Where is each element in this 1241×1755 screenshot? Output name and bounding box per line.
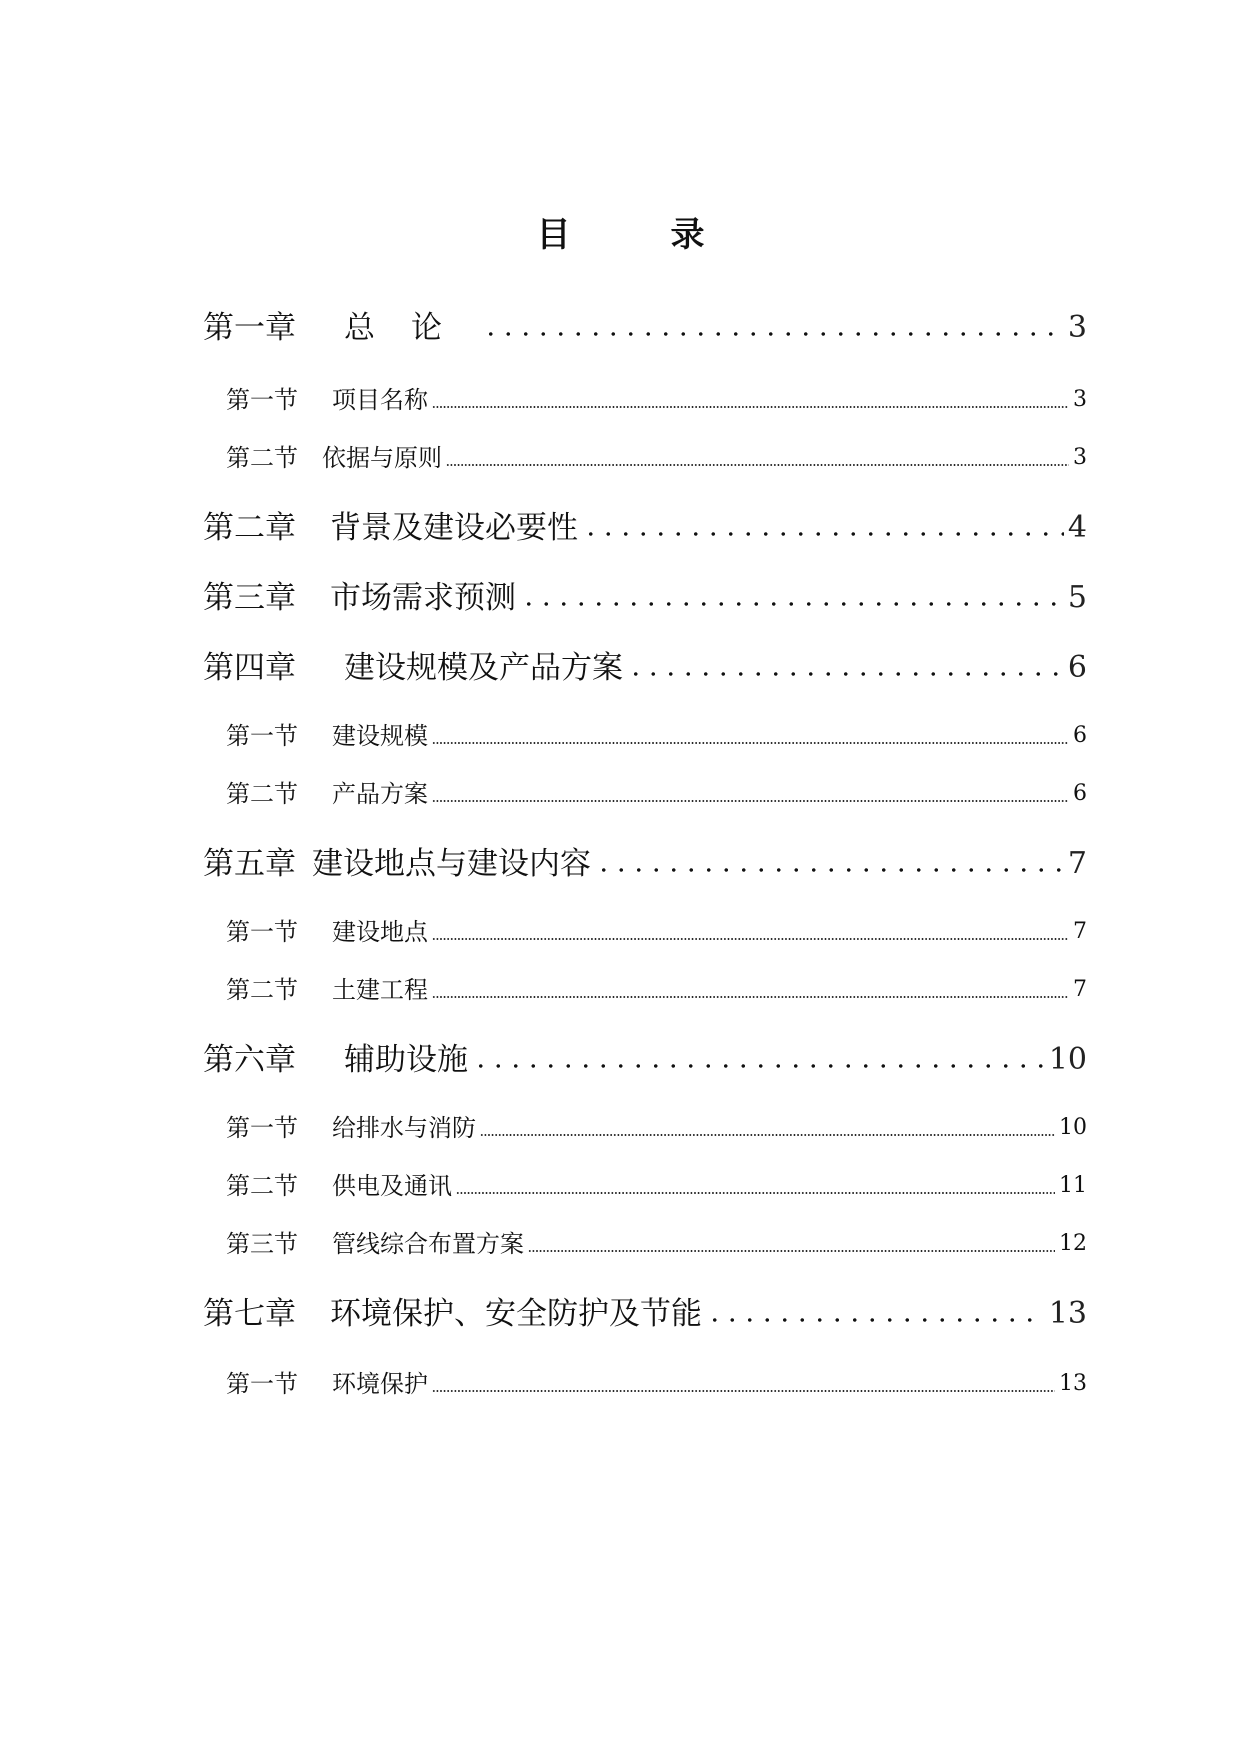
page-number: 7 <box>1067 846 1087 881</box>
chapter-number: 第二章 <box>203 510 296 546</box>
dot-leader <box>432 405 1069 409</box>
toc-entry-label <box>203 846 591 882</box>
toc-chapter-entry[interactable] <box>203 650 1087 686</box>
chapter-title: 建设地点与建设内容 <box>312 846 591 882</box>
section-number: 第一节 <box>226 386 298 414</box>
section-number: 第一节 <box>226 722 298 750</box>
page-number: 6 <box>1073 723 1087 748</box>
chapter-title: 建设规模及产品方案 <box>344 650 623 686</box>
toc-chapter-entry[interactable] <box>203 580 1087 616</box>
page-number: 7 <box>1073 977 1087 1002</box>
page-number: 12 <box>1059 1231 1087 1256</box>
toc-section-entry[interactable] <box>226 722 1087 750</box>
toc-entry-label <box>203 310 478 346</box>
page-number: 10 <box>1048 1042 1087 1077</box>
toc-chapter-entry[interactable] <box>203 510 1087 546</box>
toc-section-entry[interactable] <box>226 1172 1087 1200</box>
dot-leader <box>432 937 1069 941</box>
section-title: 管线综合布置方案 <box>332 1230 524 1258</box>
dot-leader <box>595 865 1064 875</box>
page-number: 3 <box>1067 310 1087 345</box>
toc-entry-label <box>226 918 428 946</box>
section-title: 土建工程 <box>332 976 428 1004</box>
section-number: 第一节 <box>226 918 298 946</box>
toc-section-entry[interactable] <box>226 976 1087 1004</box>
dot-leader <box>520 599 1064 609</box>
section-title: 项目名称 <box>332 386 428 414</box>
page-number: 7 <box>1073 919 1087 944</box>
chapter-number: 第一章 <box>203 310 296 346</box>
section-title: 产品方案 <box>332 780 428 808</box>
toc-entry-label <box>203 1042 468 1078</box>
section-title: 建设规模 <box>332 722 428 750</box>
dot-leader <box>432 799 1069 803</box>
dot-leader <box>446 463 1069 467</box>
toc-section-entry[interactable] <box>226 1230 1087 1258</box>
toc-entry-label <box>226 444 442 472</box>
toc-section-entry[interactable] <box>226 386 1087 414</box>
toc-chapter-entry[interactable] <box>203 310 1087 346</box>
chapter-title: 辅助设施 <box>344 1042 468 1078</box>
page-number: 5 <box>1067 580 1087 615</box>
section-number: 第二节 <box>226 444 298 472</box>
toc-section-entry[interactable] <box>226 918 1087 946</box>
page-number: 3 <box>1073 387 1087 412</box>
chapter-number: 第六章 <box>203 1042 296 1078</box>
dot-leader <box>432 741 1069 745</box>
page-number: 3 <box>1073 445 1087 470</box>
toc-entry-label <box>226 386 428 414</box>
toc-chapter-entry[interactable] <box>203 846 1087 882</box>
dot-leader <box>432 1389 1055 1393</box>
section-number: 第二节 <box>226 976 298 1004</box>
page-number: 13 <box>1048 1296 1087 1331</box>
toc-entry-label <box>226 1370 428 1398</box>
toc-entry-label <box>203 580 516 616</box>
section-title: 建设地点 <box>332 918 428 946</box>
dot-leader <box>472 1061 1045 1071</box>
page-number: 6 <box>1067 650 1087 685</box>
toc-entry-label <box>226 976 428 1004</box>
toc-chapter-entry[interactable] <box>203 1042 1087 1078</box>
toc-entry-label <box>203 510 578 546</box>
chapter-title: 市场需求预测 <box>330 580 516 616</box>
toc-section-entry[interactable] <box>226 780 1087 808</box>
chapter-number: 第四章 <box>203 650 296 686</box>
page-number: 13 <box>1059 1371 1087 1396</box>
section-number: 第一节 <box>226 1114 298 1142</box>
page-number: 4 <box>1067 510 1087 545</box>
dot-leader <box>706 1315 1045 1325</box>
toc-entry-label <box>226 780 428 808</box>
section-title: 给排水与消防 <box>332 1114 476 1142</box>
dot-leader <box>480 1133 1055 1137</box>
toc-chapter-entry[interactable] <box>203 1296 1087 1332</box>
toc-section-entry[interactable] <box>226 1114 1087 1142</box>
section-title: 供电及通讯 <box>332 1172 452 1200</box>
page-number: 6 <box>1073 781 1087 806</box>
section-number: 第二节 <box>226 780 298 808</box>
toc-entry-label <box>226 1114 476 1142</box>
toc-section-entry[interactable] <box>226 1370 1087 1398</box>
toc-heading-char-2: 录 <box>670 215 705 255</box>
section-number: 第三节 <box>226 1230 298 1258</box>
chapter-number: 第七章 <box>203 1296 296 1332</box>
chapter-number: 第三章 <box>203 580 296 616</box>
page-number: 11 <box>1059 1173 1087 1198</box>
dot-leader <box>627 669 1064 679</box>
page-number: 10 <box>1059 1115 1087 1140</box>
dot-leader <box>482 329 1064 339</box>
chapter-title: 背景及建设必要性 <box>330 510 578 546</box>
section-title: 环境保护 <box>332 1370 428 1398</box>
toc-section-entry[interactable] <box>226 444 1087 472</box>
dot-leader <box>528 1249 1055 1253</box>
toc-entry-label <box>226 1230 524 1258</box>
toc-entry-label <box>226 722 428 750</box>
section-title: 依据与原则 <box>322 444 442 472</box>
chapter-title: 总论 <box>344 310 478 346</box>
chapter-title: 环境保护、安全防护及节能 <box>330 1296 702 1332</box>
toc-heading-char-1: 目 <box>536 215 571 255</box>
toc-entry-label <box>203 650 623 686</box>
dot-leader <box>456 1191 1055 1195</box>
chapter-number: 第五章 <box>203 846 296 882</box>
section-number: 第二节 <box>226 1172 298 1200</box>
dot-leader <box>582 529 1064 539</box>
section-number: 第一节 <box>226 1370 298 1398</box>
toc-entry-label <box>203 1296 702 1332</box>
dot-leader <box>432 995 1069 999</box>
toc-entry-label <box>226 1172 452 1200</box>
